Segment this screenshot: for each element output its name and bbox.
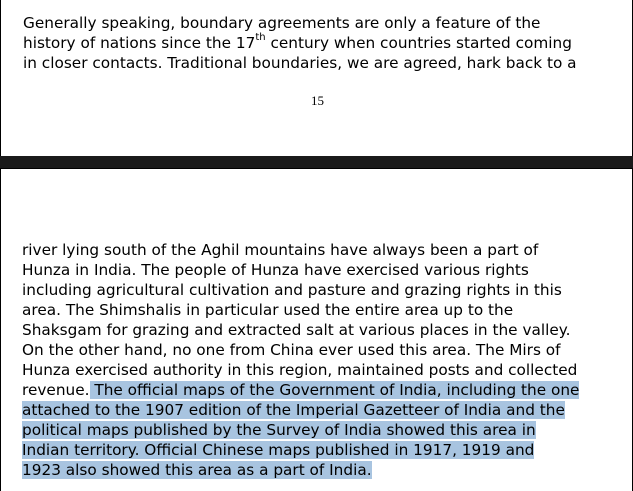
text-line[interactable]: including agricultural cultivation and pasture and grazing rights in this <box>22 281 562 299</box>
text-line[interactable]: river lying south of the Aghil mountains have always been a part of <box>22 241 539 259</box>
text-line[interactable]: Generally speaking, boundary agreements are only a feature of the <box>23 14 541 32</box>
text-line[interactable] <box>22 400 622 420</box>
text-line[interactable]: Hunza in India. The people of Hunza have exercised various rights <box>22 261 529 279</box>
text-line[interactable]: Hunza exercised authority in this region, maintained posts and collected <box>22 361 578 379</box>
selected-text[interactable]: The official maps of the Government of India, including the one <box>89 381 580 399</box>
text-plain[interactable]: revenue. <box>22 381 90 399</box>
selected-text[interactable]: Indian territory. Official Chinese maps published in 1917, 1919 and <box>22 441 535 459</box>
text-line[interactable] <box>22 460 622 480</box>
paragraph-top[interactable] <box>23 13 623 73</box>
selected-text[interactable]: 1923 also showed this area as a part of India. <box>22 461 372 479</box>
text-line[interactable] <box>22 440 622 460</box>
selected-text[interactable]: attached to the 1907 edition of the Imperial Gazetteer of India and the <box>22 401 565 419</box>
selected-text[interactable]: political maps published by the Survey of India showed this area in <box>22 421 536 439</box>
text-line[interactable] <box>22 420 622 440</box>
text-line[interactable]: history of nations since the 17th century when countries started coming <box>23 31 572 52</box>
page-number: 15 <box>311 93 324 108</box>
text-line[interactable]: On the other hand, no one from China ever used this area. The Mirs of <box>22 341 561 359</box>
superscript: th <box>255 31 266 43</box>
text-line[interactable]: in closer contacts. Traditional boundaries, we are agreed, hark back to a <box>23 54 577 72</box>
text-line[interactable]: Shaksgam for grazing and extracted salt at various places in the valley. <box>22 321 571 339</box>
document-page-top <box>0 0 633 156</box>
text-line[interactable]: area. The Shimshalis in particular used the entire area up to the <box>22 301 514 319</box>
paragraph-bottom[interactable] <box>22 240 622 480</box>
text-line[interactable] <box>22 380 622 400</box>
page-separator <box>0 156 633 168</box>
